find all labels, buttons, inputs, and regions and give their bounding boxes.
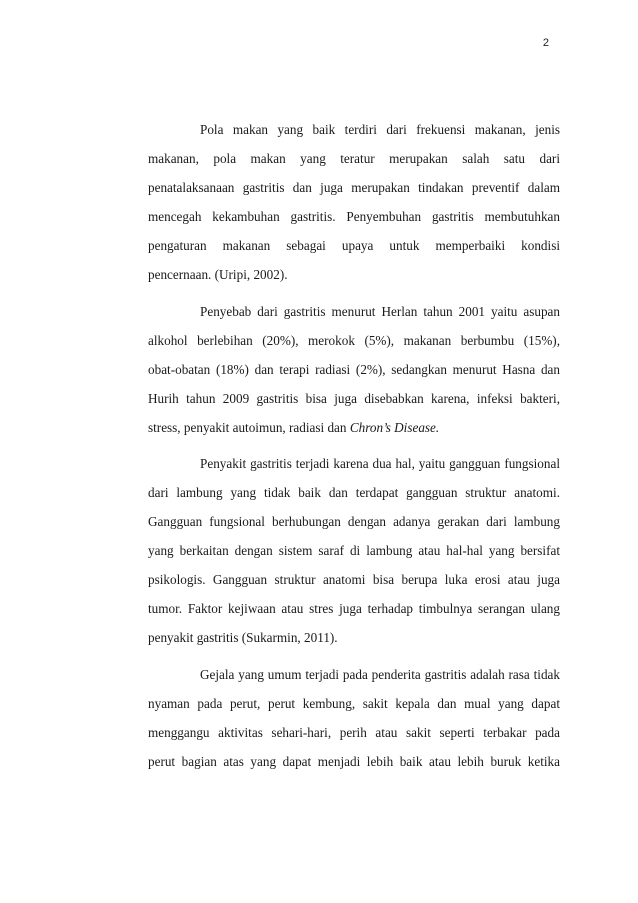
text-line: alkohol berlebihan (20%), merokok (5%), makanan berbumbu (15%), xyxy=(148,332,560,348)
italic-term: Chron’s Disease. xyxy=(349,419,440,435)
text-line: obat-obatan (18%) dan terapi radiasi (2%), sedangkan menurut Hasna dan xyxy=(148,361,560,377)
text-line: mencegah kekambuhan gastritis. Penyembuhan gastritis membutuhkan xyxy=(148,209,560,224)
text-line: penyakit gastritis (Sukarmin, 2011). xyxy=(148,630,338,645)
text-line: pencernaan. (Uripi, 2002). xyxy=(148,267,288,282)
text-line: dari lambung yang tidak baik dan terdapat gangguan struktur anatomi. xyxy=(148,485,560,500)
text-line: Penyakit gastritis terjadi karena dua hal, yaitu gangguan fungsional xyxy=(200,456,560,471)
page-number: 2 xyxy=(542,37,549,49)
paragraph-causes xyxy=(148,297,560,442)
text-line: Gangguan fungsional berhubungan dengan adanya gerakan dari lambung xyxy=(148,514,560,529)
paragraph-diet-pattern xyxy=(148,115,560,289)
text-line: psikologis. Gangguan struktur anatomi bisa berupa luka erosi atau juga xyxy=(148,572,560,587)
text-line: penatalaksanaan gastritis dan juga merupakan tindakan preventif dalam xyxy=(148,180,560,195)
text-span: stress, penyakit autoimun, radiasi dan xyxy=(148,419,350,435)
text-line: perut bagian atas yang dapat menjadi lebih baik atau lebih buruk ketika xyxy=(148,753,560,769)
text-line: pengaturan makanan sebagai upaya untuk memperbaiki kondisi xyxy=(148,238,560,253)
text-line: Gejala yang umum terjadi pada penderita gastritis adalah rasa tidak xyxy=(200,666,560,682)
text-line: nyaman pada perut, perut kembung, sakit kepala dan mual yang dapat xyxy=(148,695,560,711)
text-line: makanan, pola makan yang teratur merupakan salah satu dari xyxy=(148,151,560,166)
body-text xyxy=(148,115,560,776)
text-line: menggangu aktivitas sehari-hari, perih atau sakit seperti terbakar pada xyxy=(148,724,560,740)
text-line: Penyebab dari gastritis menurut Herlan tahun 2001 yaitu asupan xyxy=(200,303,560,319)
text-line: Pola makan yang baik terdiri dari frekuensi makanan, jenis xyxy=(200,122,560,137)
paragraph-symptoms xyxy=(148,660,560,776)
text-line: yang berkaitan dengan sistem saraf di lambung atau hal-hal yang bersifat xyxy=(148,543,560,558)
text-line: tumor. Faktor kejiwaan atau stres juga terhadap timbulnya serangan ulang xyxy=(148,601,560,616)
text-line: Hurih tahun 2009 gastritis bisa juga disebabkan karena, infeksi bakteri, xyxy=(148,390,560,406)
text-line-with-italic xyxy=(148,413,560,442)
paragraph-disorders xyxy=(148,449,560,652)
